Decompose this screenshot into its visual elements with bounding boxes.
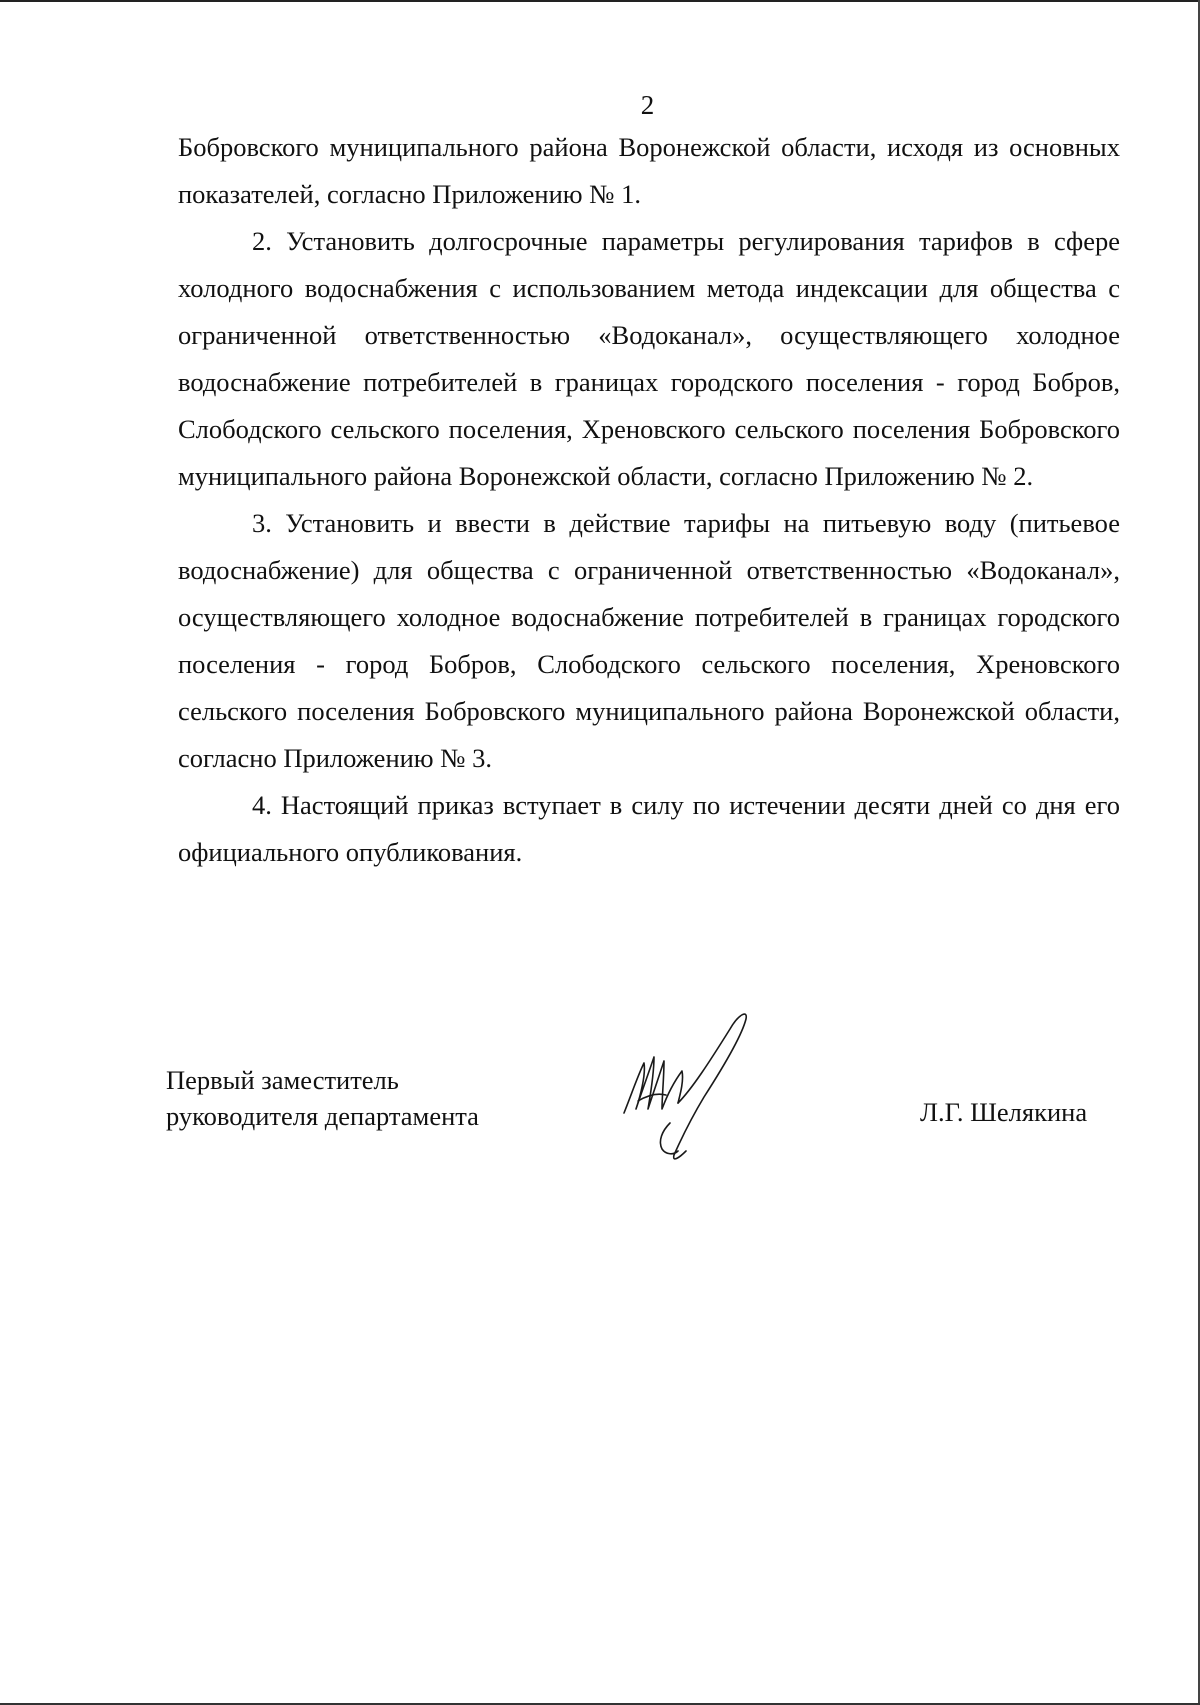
signatory-name: Л.Г. Шелякина	[920, 1097, 1088, 1127]
handwritten-signature	[618, 1005, 768, 1165]
paragraph-4: 4. Настоящий приказ вступает в силу по истечении десяти дней со дня его официального опубликования.	[178, 790, 1120, 867]
paragraph-1: Бобровского муниципального района Воронежской области, исходя из основных показателей, согласно Приложению № 1.	[178, 132, 1120, 209]
signatory-position-line-2: руководителя департамента	[166, 1101, 479, 1131]
paragraph-2: 2. Установить долгосрочные параметры регулирования тарифов в сфере холодного водоснабжения с использованием метода индексации для общества с ограниченной ответственностью «Водоканал», осуществляющего холодное водоснабжение потребителей в границах городского поселения - город Бобров, Слободского сельского поселения, Хреновского сельского поселения Бобровского муниципального района Воронежской области, согласно Приложению № 2.	[178, 226, 1120, 491]
page-number: 2	[640, 90, 655, 120]
signatory-position-line-1: Первый заместитель	[166, 1065, 399, 1095]
paragraph-3: 3. Установить и ввести в действие тарифы на питьевую воду (питьевое водоснабжение) для общества с ограниченной ответственностью «Водоканал», осуществляющего холодное водоснабжение потребителей в границах городского поселения - город Бобров, Слободского сельского поселения, Хреновского сельского поселения Бобровского муниципального района Воронежской области, согласно Приложению № 3.	[178, 508, 1120, 773]
signatory-position	[166, 1062, 479, 1134]
document-body	[178, 124, 1120, 876]
scan-edge-top	[0, 0, 1200, 2]
